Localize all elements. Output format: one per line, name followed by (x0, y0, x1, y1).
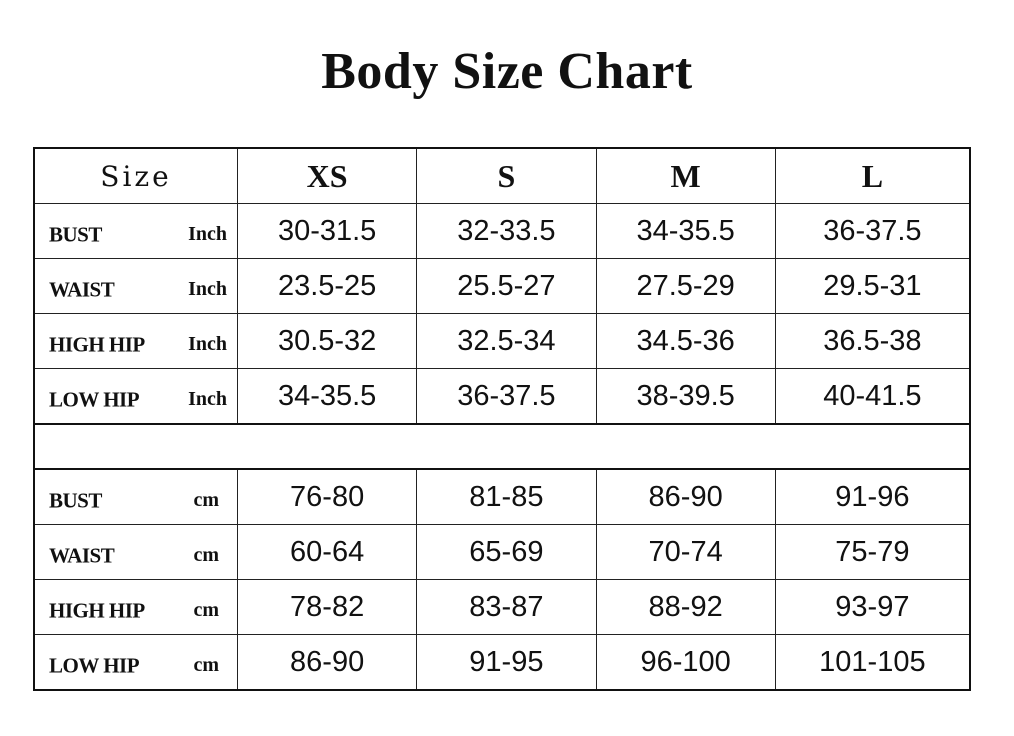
table-cell: 30-31.5 (238, 204, 417, 259)
table-cell: 70-74 (596, 525, 775, 580)
table-row (34, 204, 970, 259)
measurement-name: LOW HIP (49, 387, 140, 412)
row-label (34, 314, 238, 369)
table-row (34, 525, 970, 580)
measurement-unit: cm (193, 653, 219, 676)
table-cell: 86-90 (238, 635, 417, 691)
measurement-unit: Inch (188, 277, 227, 300)
table-cell: 86-90 (596, 469, 775, 525)
measurement-unit: Inch (188, 387, 227, 410)
measurement-name: BUST (49, 488, 102, 513)
table-row (34, 580, 970, 635)
table-cell: 60-64 (238, 525, 417, 580)
measurement-unit: Inch (188, 222, 227, 245)
measurement-unit: Inch (188, 332, 227, 355)
table-cell: 23.5-25 (238, 259, 417, 314)
table-cell: 81-85 (417, 469, 596, 525)
size-m-header: M (596, 148, 775, 204)
size-s-header: S (417, 148, 596, 204)
table-cell: 27.5-29 (596, 259, 775, 314)
table-cell: 40-41.5 (775, 369, 970, 425)
table-cell: 75-79 (775, 525, 970, 580)
row-label (34, 525, 238, 580)
table-cell: 83-87 (417, 580, 596, 635)
row-label (34, 204, 238, 259)
table-row (34, 469, 970, 525)
table-cell: 36.5-38 (775, 314, 970, 369)
row-label (34, 369, 238, 425)
table-cell: 96-100 (596, 635, 775, 691)
table-cell: 93-97 (775, 580, 970, 635)
row-label (34, 635, 238, 691)
table-row (34, 314, 970, 369)
size-xs-header: XS (238, 148, 417, 204)
table-row (34, 259, 970, 314)
measurement-name: HIGH HIP (49, 332, 145, 357)
table-cell: 34.5-36 (596, 314, 775, 369)
size-chart-table (33, 147, 971, 691)
table-cell: 101-105 (775, 635, 970, 691)
table-cell: 91-95 (417, 635, 596, 691)
measurement-name: WAIST (49, 277, 115, 302)
measurement-unit: cm (193, 488, 219, 511)
size-l-header: L (775, 148, 970, 204)
row-label (34, 469, 238, 525)
table-cell: 30.5-32 (238, 314, 417, 369)
table-cell: 34-35.5 (238, 369, 417, 425)
table-cell: 36-37.5 (775, 204, 970, 259)
table-cell: 38-39.5 (596, 369, 775, 425)
table-cell: 25.5-27 (417, 259, 596, 314)
table-cell: 76-80 (238, 469, 417, 525)
row-label (34, 580, 238, 635)
section-divider (34, 424, 970, 469)
size-column-header: Size (34, 148, 238, 204)
measurement-name: LOW HIP (49, 653, 140, 678)
measurement-name: HIGH HIP (49, 598, 145, 623)
table-cell: 34-35.5 (596, 204, 775, 259)
table-cell: 78-82 (238, 580, 417, 635)
table-cell: 29.5-31 (775, 259, 970, 314)
table-header-row (34, 148, 970, 204)
table-cell: 91-96 (775, 469, 970, 525)
measurement-unit: cm (193, 543, 219, 566)
table-row (34, 635, 970, 691)
table-row (34, 369, 970, 425)
table-cell: 36-37.5 (417, 369, 596, 425)
measurement-unit: cm (193, 598, 219, 621)
table-cell: 88-92 (596, 580, 775, 635)
measurement-name: BUST (49, 222, 102, 247)
measurement-name: WAIST (49, 543, 115, 568)
table-cell: 32.5-34 (417, 314, 596, 369)
row-label (34, 259, 238, 314)
table-cell: 32-33.5 (417, 204, 596, 259)
section-divider-row (34, 424, 970, 469)
page-title: Body Size Chart (321, 43, 693, 100)
table-cell: 65-69 (417, 525, 596, 580)
